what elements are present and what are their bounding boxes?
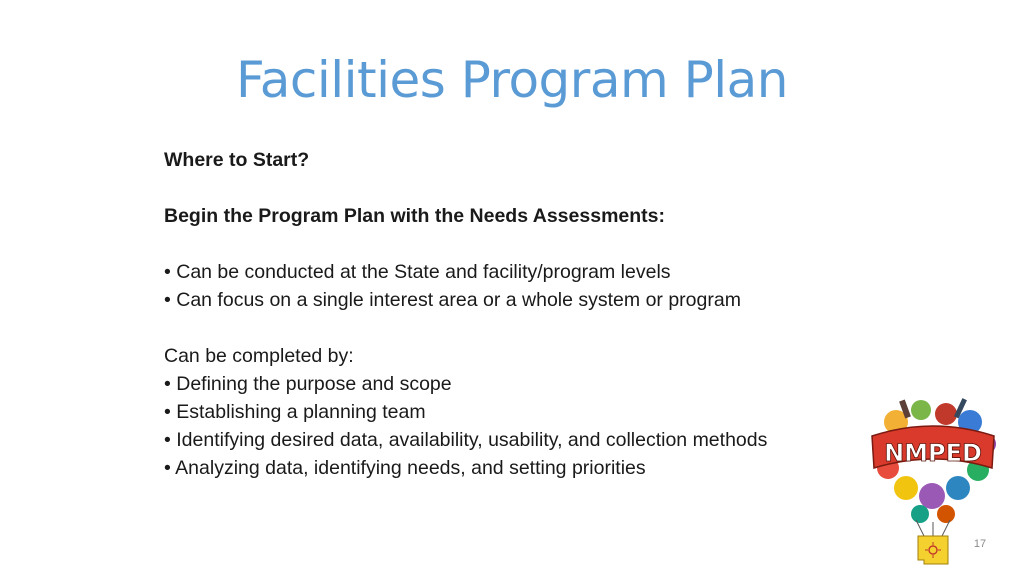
bullet-item: • Analyzing data, identifying needs, and setting priorities bbox=[164, 457, 646, 479]
bullet-item: • Identifying desired data, availability, usability, and collection methods bbox=[164, 429, 768, 451]
slide-title: Facilities Program Plan bbox=[236, 51, 788, 109]
completed-by-label: Can be completed by: bbox=[164, 345, 354, 367]
logo-text: NMPED bbox=[884, 439, 982, 467]
page-number: 17 bbox=[973, 538, 987, 550]
bullet-item: • Defining the purpose and scope bbox=[164, 373, 452, 395]
heading-needs-assessments: Begin the Program Plan with the Needs Assessments: bbox=[164, 205, 665, 227]
slide-body bbox=[164, 146, 864, 482]
bullet-item: • Establishing a planning team bbox=[164, 401, 426, 423]
heading-where-to-start: Where to Start? bbox=[164, 149, 310, 171]
bullet-item: • Can be conducted at the State and facility/program levels bbox=[164, 261, 671, 283]
bullet-item: • Can focus on a single interest area or a whole system or program bbox=[164, 289, 741, 311]
